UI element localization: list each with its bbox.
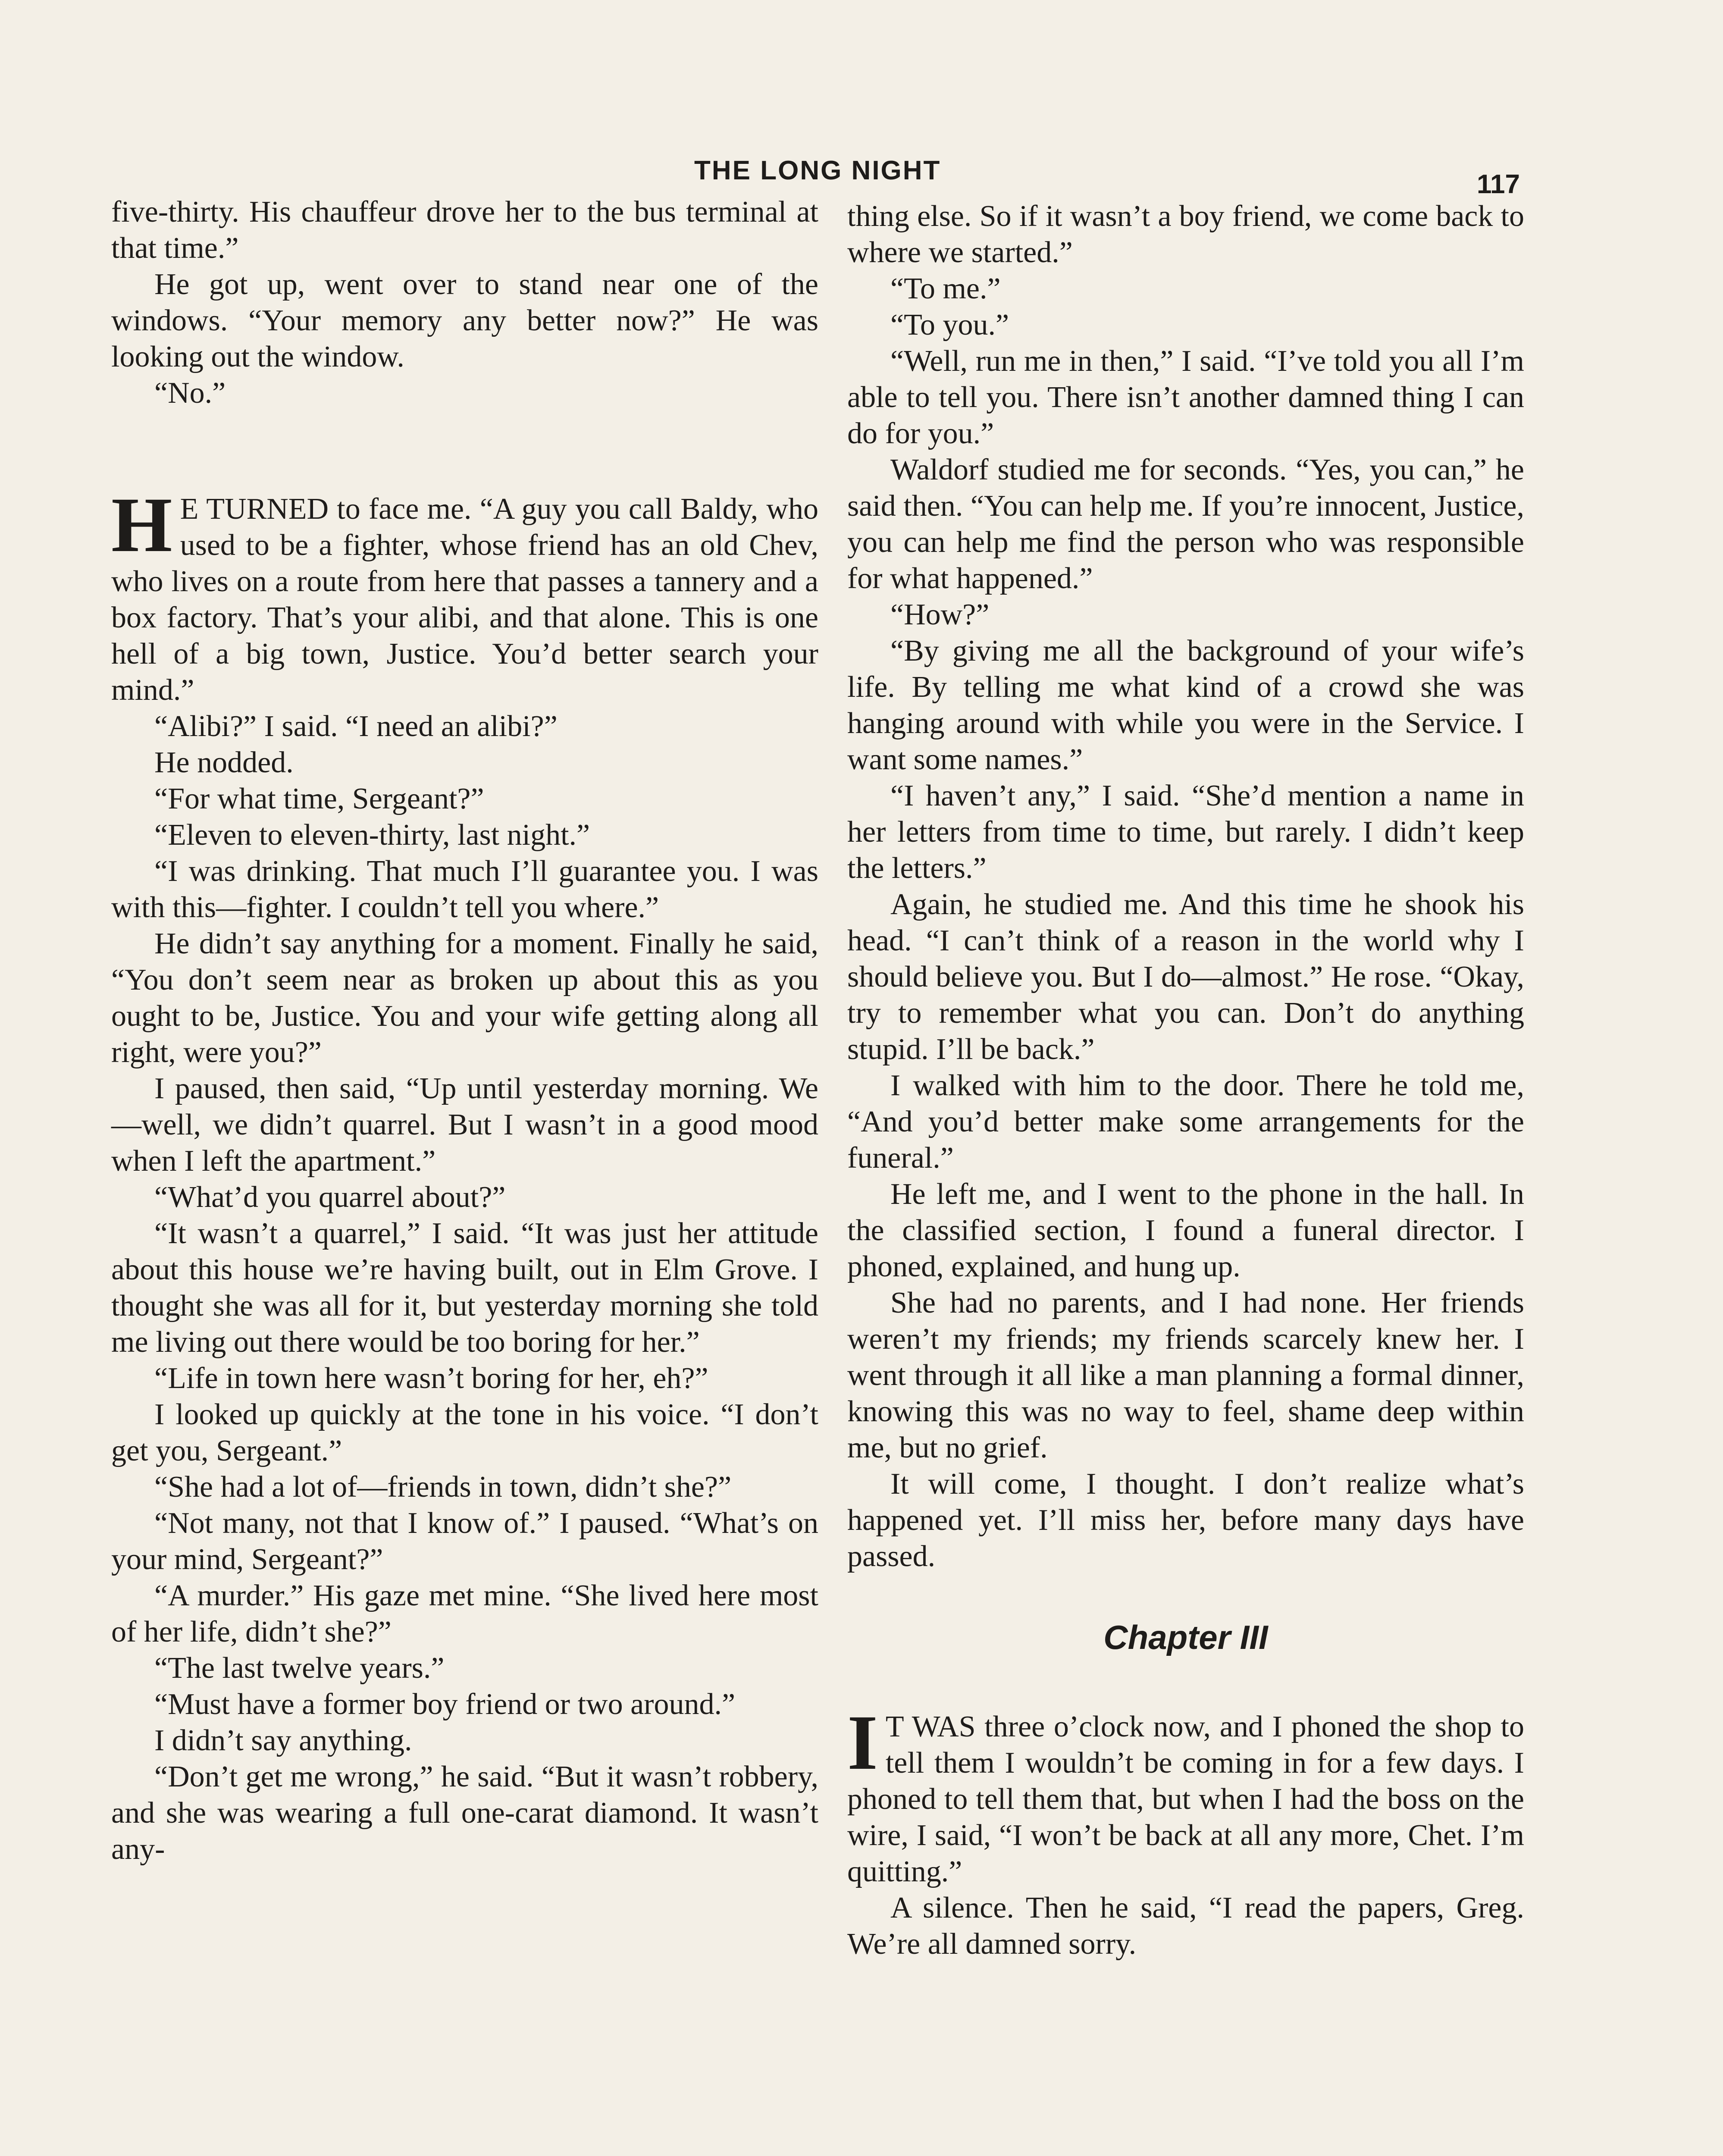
- section-opening-paragraph: [847, 1699, 1524, 1890]
- paragraph: He nodded.: [154, 746, 294, 779]
- paragraph: “Don’t get me wrong,” he said. “But it wasn’t robbery, and she was wearing a full one-carat diamond. It wasn’t any-: [111, 1760, 818, 1866]
- chapter-heading: Chapter III: [1103, 1618, 1268, 1656]
- paragraph: “To me.”: [890, 272, 1001, 305]
- drop-cap: H: [111, 482, 172, 568]
- paragraph: “To you.”: [890, 308, 1009, 342]
- paragraph: “No.”: [154, 376, 226, 410]
- paragraph: “Life in town here wasn’t boring for her, eh?”: [154, 1362, 708, 1395]
- paragraph: “How?”: [890, 598, 990, 631]
- paragraph: Waldorf studied me for seconds. “Yes, you can,” he said then. “You can help me. If you’re innocent, Justice, you can help me find the person who was responsible for what happened.”: [847, 453, 1524, 595]
- paragraph: I walked with him to the door. There he told me, “And you’d better make some arrangements for the funeral.”: [847, 1069, 1524, 1175]
- paragraph: “Eleven to eleven-thirty, last night.”: [154, 818, 590, 852]
- paragraph: I paused, then said, “Up until yesterday morning. We—well, we didn’t quarrel. But I wasn’t in a good mood when I left the apartment.”: [111, 1072, 818, 1178]
- paragraph: “The last twelve years.”: [154, 1651, 445, 1685]
- paragraph: “For what time, Sergeant?”: [154, 782, 484, 815]
- paragraph: I didn’t say anything.: [154, 1724, 412, 1757]
- paragraph: “Well, run me in then,” I said. “I’ve told you all I’m able to tell you. There isn’t another damned thing I can do for you.”: [847, 345, 1524, 450]
- left-column: [111, 194, 818, 1868]
- paragraph: A silence. Then he said, “I read the papers, Greg. We’re all damned sorry.: [847, 1891, 1524, 1961]
- paragraph: He got up, went over to stand near one of the windows. “Your memory any better now?” He was looking out the window.: [111, 268, 818, 373]
- paragraph: He didn’t say anything for a moment. Finally he said, “You don’t seem near as broken up about this as you ought to be, Justice. You and your wife getting along all right, were you?”: [111, 927, 818, 1069]
- paragraph: It will come, I thought. I don’t realize what’s happened yet. I’ll miss her, before many days have passed.: [847, 1467, 1524, 1573]
- paragraph: “It wasn’t a quarrel,” I said. “It was just her attitude about this house we’re having built, out in Elm Grove. I thought she was all for it, but yesterday morning she told me living out there would be too boring for her.”: [111, 1217, 818, 1359]
- paragraph: “I haven’t any,” I said. “She’d mention a name in her letters from time to time, but rarely. I didn’t keep the letters.”: [847, 779, 1524, 885]
- paragraph: “A murder.” His gaze met mine. “She lived here most of her life, didn’t she?”: [111, 1579, 818, 1648]
- page-number: 117: [1477, 169, 1520, 199]
- paragraph: “What’d you quarrel about?”: [154, 1181, 506, 1214]
- paragraph: “Not many, not that I know of.” I paused. “What’s on your mind, Sergeant?”: [111, 1507, 818, 1576]
- drop-cap: I: [847, 1699, 878, 1786]
- paragraph: “She had a lot of—friends in town, didn’t she?”: [154, 1470, 732, 1504]
- drop-cap-paragraph-text: E TURNED to face me. “A guy you call Baldy, who used to be a fighter, whose friend has an old Chev, who lives on a route from here that passes a tannery and a box factory. That’s your alibi, and that alone. This is one hell of a big town, Justice. You’d better search your mind.”: [111, 492, 818, 707]
- section-opening-paragraph: [111, 482, 818, 708]
- paragraph: I looked up quickly at the tone in his voice. “I don’t get you, Sergeant.”: [111, 1398, 818, 1467]
- running-head-title: THE LONG NIGHT: [694, 156, 941, 185]
- paragraph: “Alibi?” I said. “I need an alibi?”: [154, 710, 558, 743]
- paragraph: He left me, and I went to the phone in the hall. In the classified section, I found a funeral director. I phoned, explained, and hung up.: [847, 1178, 1524, 1283]
- paragraph: She had no parents, and I had none. Her friends weren’t my friends; my friends scarcely knew her. I went through it all like a man planning a formal dinner, knowing this was no way to feel, shame deep within me, but no grief.: [847, 1286, 1524, 1464]
- paragraph: “By giving me all the background of your wife’s life. By telling me what kind of a crowd she was hanging around with while you were in the Service. I want some names.”: [847, 634, 1524, 776]
- right-column: [847, 198, 1524, 1962]
- drop-cap-paragraph-text: T WAS three o’clock now, and I phoned the shop to tell them I wouldn’t be coming in for a few days. I phoned to tell them that, but when I had the boss on the wire, I said, “I won’t be back at all any more, Chet. I’m quitting.”: [847, 1710, 1524, 1888]
- paragraph: Again, he studied me. And this time he shook his head. “I can’t think of a reason in the world why I should believe you. But I do—almost.” He rose. “Okay, try to remember what you can. Don’t do anything stupid. I’ll be back.”: [847, 888, 1524, 1066]
- paragraph: “Must have a former boy friend or two around.”: [154, 1688, 736, 1721]
- paragraph: five-thirty. His chauffeur drove her to the bus terminal at that time.”: [111, 195, 818, 265]
- paragraph: “I was drinking. That much I’ll guarantee you. I was with this—fighter. I couldn’t tell you where.”: [111, 855, 818, 924]
- paragraph: thing else. So if it wasn’t a boy friend, we come back to where we started.”: [847, 200, 1524, 269]
